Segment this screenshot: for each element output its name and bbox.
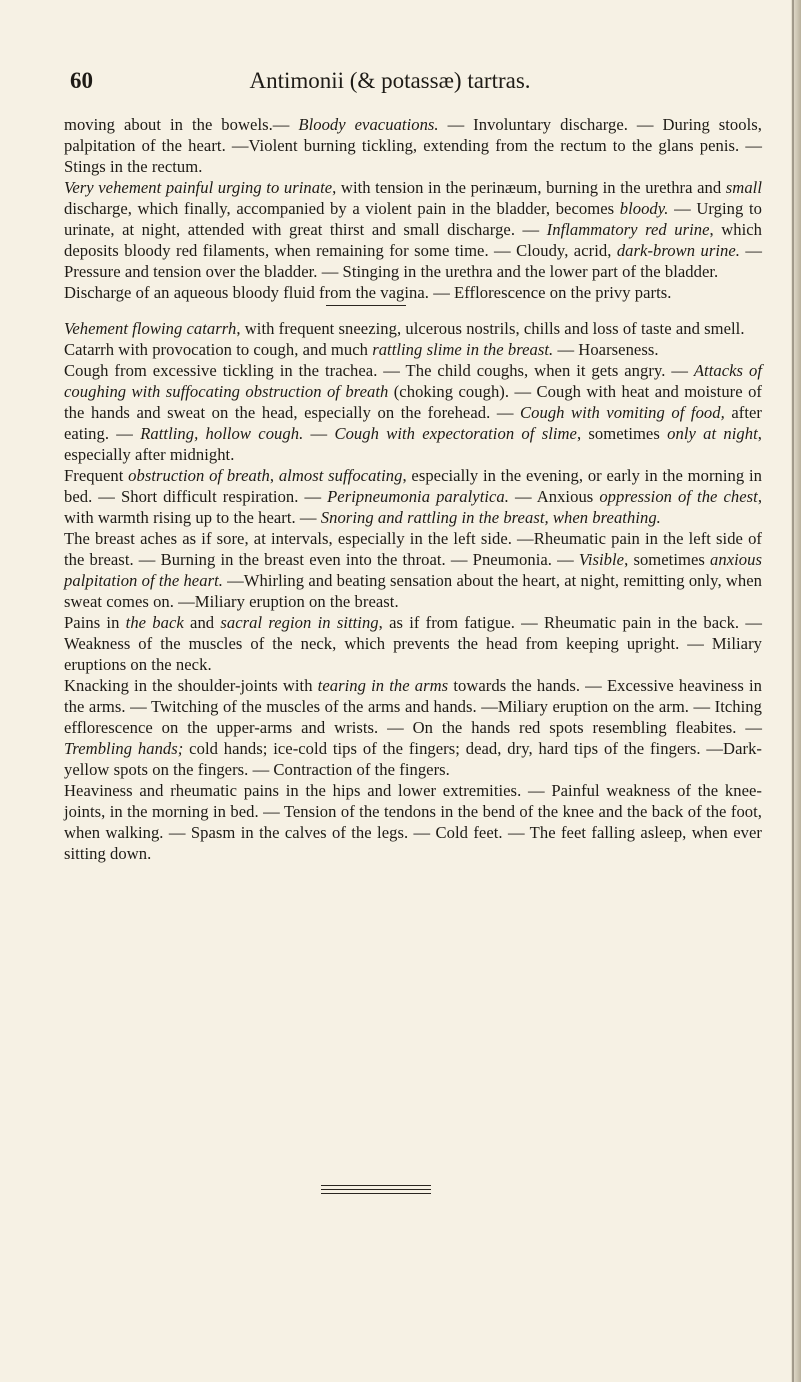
text-run: Frequent <box>64 466 129 485</box>
text-run: , as if from fatigue. — Rheumatic pain in the back. — Weakness of the muscles of the neck, which prevents the head from keeping upright. — Miliary eruptions on the neck. <box>64 613 762 674</box>
text-run: — Anxious <box>508 487 600 506</box>
text-run: cold hands; ice-cold tips of the fingers; dead, dry, hard tips of the fingers. —Dark-yellow spots on the fingers. — Contraction of the fingers. <box>64 739 762 779</box>
italic-text: Cough with vomiting of food, <box>520 403 725 422</box>
italic-text: Rattling, hollow cough. <box>140 424 304 443</box>
italic-text: only at night <box>667 424 758 443</box>
page-header <box>70 68 710 102</box>
italic-text: Cough with expectoration of slime <box>334 424 577 443</box>
paragraph <box>64 780 762 864</box>
paragraph <box>64 360 762 465</box>
italic-text: Bloody evacuations. <box>298 115 439 134</box>
paragraph <box>64 282 762 303</box>
text-run: , <box>269 466 279 485</box>
text-run: — Urging to urinate, at night, attended with great thirst and small discharge. — <box>64 199 762 239</box>
paragraph <box>64 114 762 177</box>
text-run: Heaviness and rheumatic pains in the hips and lower extremities. — Painful weakness of the knee-joints, in the morning in bed. — Tension of the tendons in the bend of the knee and the back of the foot, when walking. — Spasm in the calves of the legs. — Cold feet. — The feet falling asleep, when ever sitting down. <box>64 781 762 863</box>
text-run: towards the hands. — Excessive heaviness in the arms. — Twitching of the muscles of the arms and hands. —Miliary eruption on the arm. — Itching efflorescence on the upper-arms and wrists. — On the hands red spots resembling fleabites. — <box>64 676 762 737</box>
text-run: , especially after midnight. <box>64 424 762 464</box>
page-number: 60 <box>70 68 93 93</box>
text-run: —Whirling and beating sensation about the heart, at night, remitting only, when sweat comes on. —Miliary eruption on the breast. <box>64 571 762 611</box>
paragraph <box>64 528 762 612</box>
text-run: — Pressure and tension over the bladder. — Stinging in the urethra and the lower part of the bladder. <box>64 241 763 281</box>
text-run: Pains in <box>64 613 126 632</box>
italic-text: Visible <box>578 550 625 569</box>
italic-text: bloody. <box>619 199 669 218</box>
paragraph <box>64 465 762 528</box>
italic-text: Trembling hands; <box>64 739 184 758</box>
italic-text: small <box>725 178 762 197</box>
italic-text: Very vehement painful urging to urinate <box>64 178 333 197</box>
italic-text: anxious palpitation of the heart. <box>64 550 762 590</box>
paragraph <box>64 675 762 780</box>
italic-text: almost suffocating <box>278 466 403 485</box>
text-run: discharge, which finally, accompanied by a violent pain in the bladder, becomes <box>64 199 620 218</box>
end-rule <box>321 1185 431 1197</box>
italic-text: obstruction of breath <box>128 466 270 485</box>
text-run: Cough from excessive tickling in the trachea. — The child coughs, when it gets angry. — <box>64 361 694 380</box>
text-run: after eating. — <box>64 403 763 443</box>
italic-text: the back <box>125 613 184 632</box>
text-run: , especially in the evening, or early in the morning in bed. — Short difficult respiration. — <box>64 466 762 506</box>
running-title: Antimonii (& potassæ) tartras. <box>249 68 531 93</box>
text-run: Knacking in the shoulder-joints with <box>64 676 318 695</box>
text-run: Catarrh with provocation to cough, and much <box>64 340 373 359</box>
text-run: , with tension in the perinæum, burning in the urethra and <box>332 178 726 197</box>
paragraph <box>64 177 762 282</box>
italic-text: Inflammatory red urine <box>546 220 710 239</box>
text-run: , with warmth rising up to the heart. — <box>64 487 763 527</box>
text-run: and <box>183 613 221 632</box>
text-run: , with frequent sneezing, ulcerous nostrils, chills and loss of taste and smell. <box>236 319 745 338</box>
italic-text: sacral region in sitting <box>220 613 379 632</box>
text-run: moving about in the bowels.— <box>64 115 299 134</box>
text-run: — Hoarseness. <box>553 340 659 359</box>
text-run: , sometimes <box>576 424 668 443</box>
italic-text: dark-brown urine. <box>616 241 740 260</box>
italic-text: oppression of the chest <box>599 487 758 506</box>
section-divider <box>326 305 406 306</box>
paragraph <box>64 318 762 339</box>
text-run: , sometimes <box>624 550 710 569</box>
italic-text: Peripneumonia paralytica. <box>327 487 509 506</box>
text-run: The breast aches as if sore, at intervals, especially in the left side. —Rheumatic pain in the left side of the breast. — Burning in the breast even into the throat. — Pneumonia. — <box>64 529 762 569</box>
text-run: , which deposits bloody red filaments, when remaining for some time. — Cloudy, acrid, <box>64 220 762 260</box>
italic-text: Snoring and rattling in the breast, when breathing. <box>320 508 661 527</box>
italic-text: Vehement flowing catarrh <box>64 319 237 338</box>
italic-text: rattling slime in the breast. <box>372 340 554 359</box>
paragraph <box>64 339 762 360</box>
text-run: — Involuntary discharge. — During stools, palpitation of the heart. —Violent burning tickling, extending from the rectum to the glans penis. — Stings in the rectum. <box>64 115 762 176</box>
text-run: — <box>303 424 335 443</box>
text-run: Discharge of an aqueous bloody fluid from the vagina. — Efflorescence on the privy parts. <box>64 283 672 302</box>
text-run: (choking cough). — Cough with heat and moisture of the hands and sweat on the head, especially on the forehead. — <box>64 382 762 422</box>
page-edge-line <box>792 0 794 1382</box>
body-text <box>64 114 762 864</box>
italic-text: tearing in the arms <box>317 676 449 695</box>
paragraph <box>64 612 762 675</box>
italic-text: Attacks of coughing with suffocating obstruction of breath <box>64 361 762 401</box>
